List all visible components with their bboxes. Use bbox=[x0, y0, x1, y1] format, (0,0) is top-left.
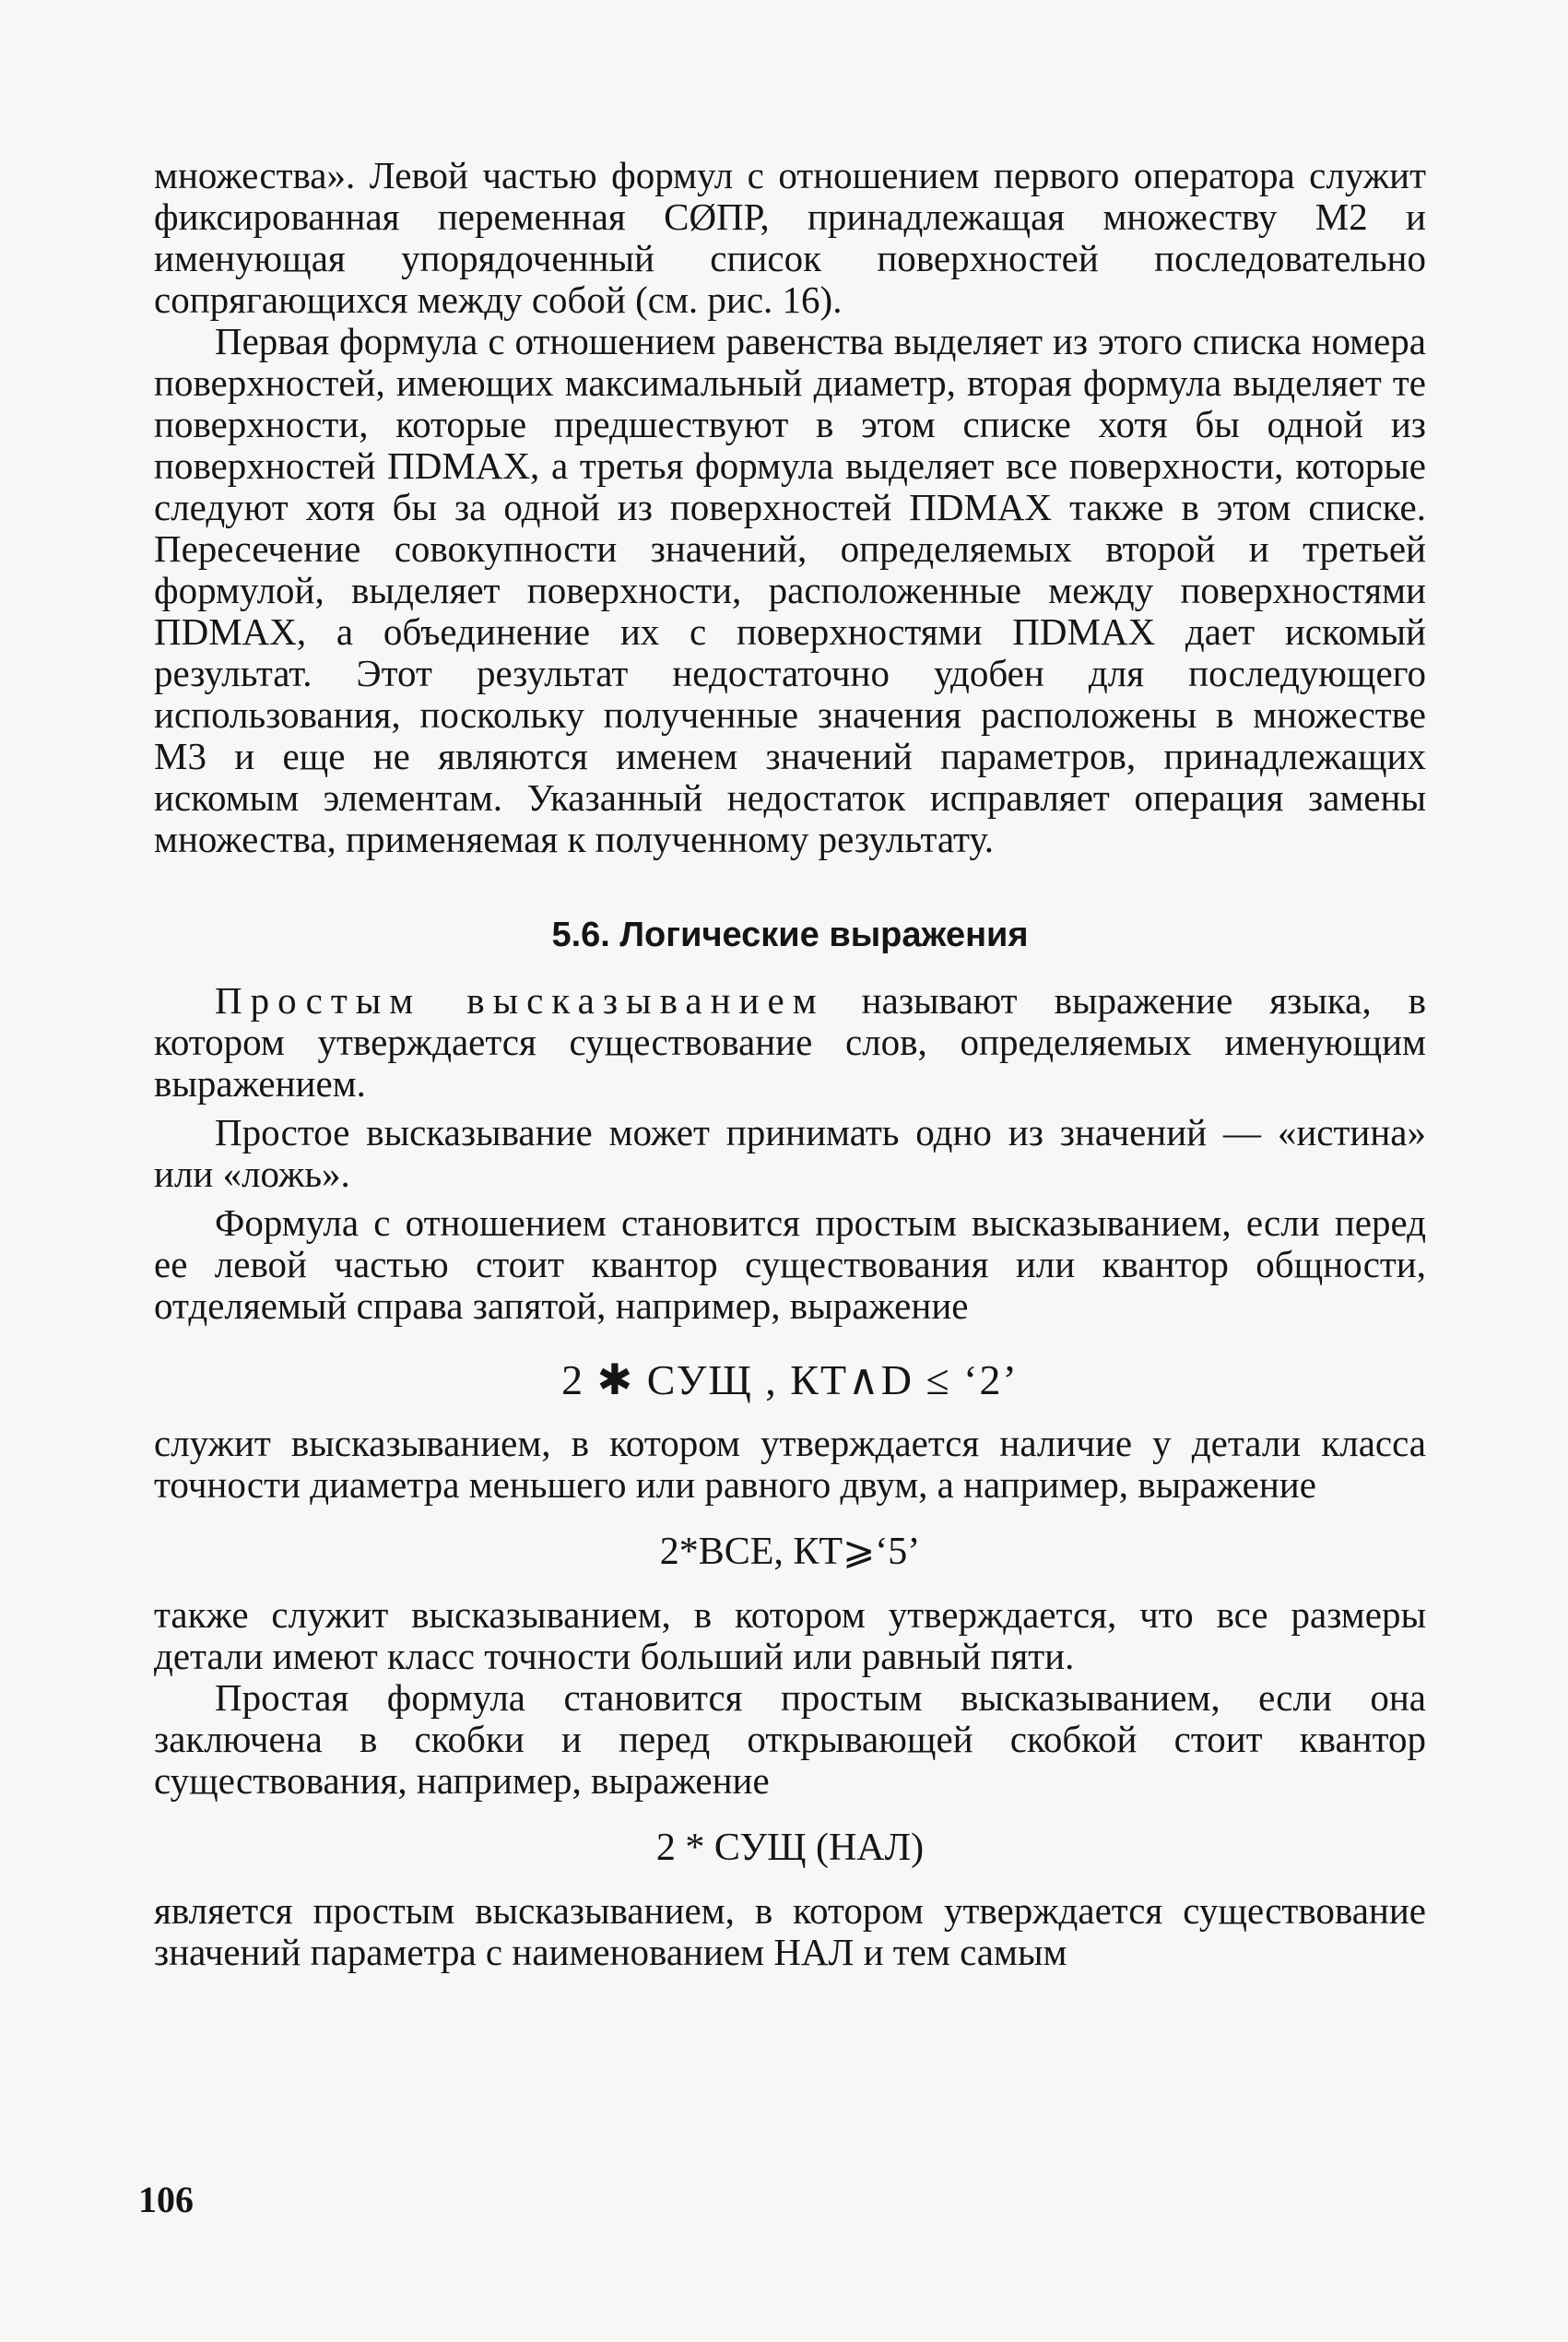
paragraph: Простое высказывание может принимать одно из значений — «истина» или «ложь». bbox=[154, 1111, 1426, 1195]
paragraph: Первая формула с отношением равенства выделяет из этого списка номера поверхностей, имеющих максимальный диаметр, вторая формула выделяет те поверхности, которые предшествуют в этом списке хотя бы одной из поверхностей ПDMAX, а третья формула выделяет все поверхности, которые следуют хотя бы за одной из поверхностей ПDMAX также в этом списке. Пересечение совокупности значений, определяемых второй и третьей формулой, выделяет поверхности, расположенные между поверхностями ПDMAX, а объединение их с поверхностями ПDMAX дает искомый результат. Этот результат недостаточно удобен для последующего использования, поскольку полученные значения расположены в множестве M3 и еще не являются именем значений параметров, принадлежащих искомым элементам. Указанный недостаток исправляет операция замены множества, применяемая к полученному результату. bbox=[154, 320, 1426, 860]
paragraph: Простая формула становится простым высказыванием, если она заключена в скобки и перед открывающей скобкой стоит квантор существования, например, выражение bbox=[154, 1676, 1426, 1802]
paragraph-definition bbox=[154, 980, 1426, 1105]
definition-text: называют выражение языка, в котором утверждается существование слов, определяемых именующим выражением. bbox=[154, 979, 1427, 1105]
paragraph: также служит высказыванием, в котором утверждается, что все размеры детали имеют класс точности больший или равный пяти. bbox=[154, 1593, 1426, 1677]
section-heading: 5.6. Логические выражения bbox=[551, 916, 1029, 954]
paragraph: Формула с отношением становится простым высказыванием, если перед ее левой частью стоит квантор существования или квантор общности, отделяемый справа запятой, например, выражение bbox=[154, 1201, 1426, 1327]
formula-nal: 2 * СУЩ (НАЛ) bbox=[655, 1827, 925, 1869]
page-number: 106 bbox=[138, 2179, 194, 2220]
formula-all: 2*ВСЕ, КТ⩾‘5’ bbox=[659, 1531, 921, 1573]
defined-term: Простым высказыванием bbox=[215, 979, 825, 1022]
paragraph: является простым высказыванием, в котором утверждается существование значений параметра с наименованием НАЛ и тем самым bbox=[154, 1889, 1426, 1973]
formula-exists: 2 ✱ СУЩ , КТ∧D ≤ ‘2’ bbox=[561, 1356, 1019, 1403]
paragraph: служит высказыванием, в котором утверждается наличие у детали класса точности диаметра меньшего или равного двум, а например, выражение bbox=[154, 1422, 1426, 1506]
paragraph-continuation: множества». Левой частью формул с отношением первого оператора служит фиксированная переменная CØПР, принадлежащая множеству M2 и именующая упорядоченный список поверхностей последовательно сопрягающихся между собой (см. рис. 16). bbox=[154, 154, 1426, 321]
text-column bbox=[154, 155, 1426, 1973]
